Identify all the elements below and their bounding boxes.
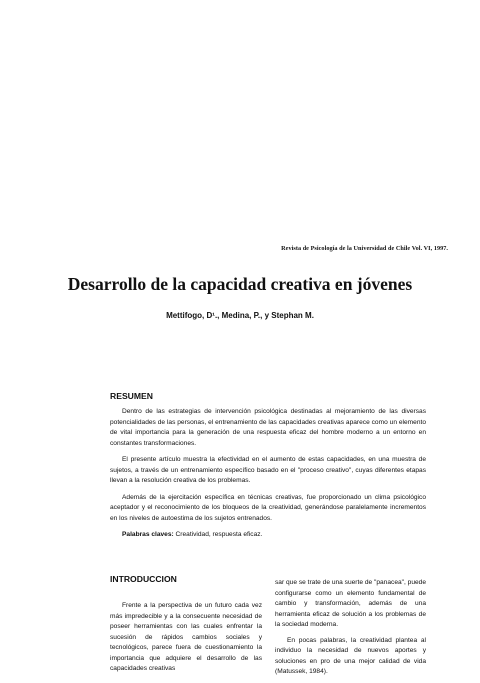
journal-citation: Revista de Psicología de la Universidad de Chile Vol. VI, 1997.: [281, 245, 448, 252]
introduccion-heading: INTRODUCCION: [110, 574, 177, 584]
article-authors: Mettifogo, D¹., Medina, P., y Stephan M.: [166, 311, 314, 320]
introduccion-left-column: [110, 601, 262, 680]
keywords-value: Creatividad, respuesta eficaz.: [173, 531, 263, 538]
introduccion-paragraph-continued: sar que se trate de una suerte de "panacea", puede configurarse como un elemento fundamental de cambio y transformación, además de una herramienta eficaz de solución a los problemas de la sociedad moderna.: [275, 579, 426, 628]
resumen-paragraph: Dentro de las estrategias de intervención psicológica destinadas al mejoramiento de las diversas potencialidades de las personas, el entrenamiento de las capacidades creativas aparece como un elemento de vital importancia para la generación de una respuesta eficaz del hombre moderno a un entorno en constantes transformaciones.: [110, 408, 426, 447]
keywords-line: [110, 530, 426, 541]
resumen-body: [110, 407, 426, 541]
introduccion-paragraph: Frente a la perspectiva de un futuro cada vez más impredecible y a la consecuente necesidad de poseer herramientas con las cuales enfrentar la sucesión de rápidos cambios sociales y tecnológicos, parece fuera de cuestionamiento la importancia que adquiere el desarrollo de las capacidades creativas: [110, 602, 262, 672]
introduccion-right-column: [275, 578, 426, 683]
article-title: Desarrollo de la capacidad creativa en jóvenes: [67, 274, 413, 294]
resumen-paragraph: El presente artículo muestra la efectividad en el aumento de estas capacidades, en una muestra de sujetos, a través de un entrenamiento específico basado en el "proceso creativo", cuyas diferentes etapas llevan a la resolución creativa de los problemas.: [110, 456, 426, 484]
introduccion-paragraph: En pocas palabras, la creatividad plantea al individuo la necesidad de nuevos aportes y soluciones en pro de una mejor calidad de vida (Matussek, 1984).: [275, 636, 426, 675]
resumen-heading: RESUMEN: [110, 391, 153, 401]
resumen-paragraph: Además de la ejercitación específica en técnicas creativas, fue proporcionado un clima psicológico aceptador y el reconocimiento de los bloqueos de la creatividad, generándose paralelamente incrementos en los niveles de autoestima de los sujetos entrenados.: [110, 493, 426, 522]
keywords-label: Palabras claves:: [122, 531, 174, 538]
